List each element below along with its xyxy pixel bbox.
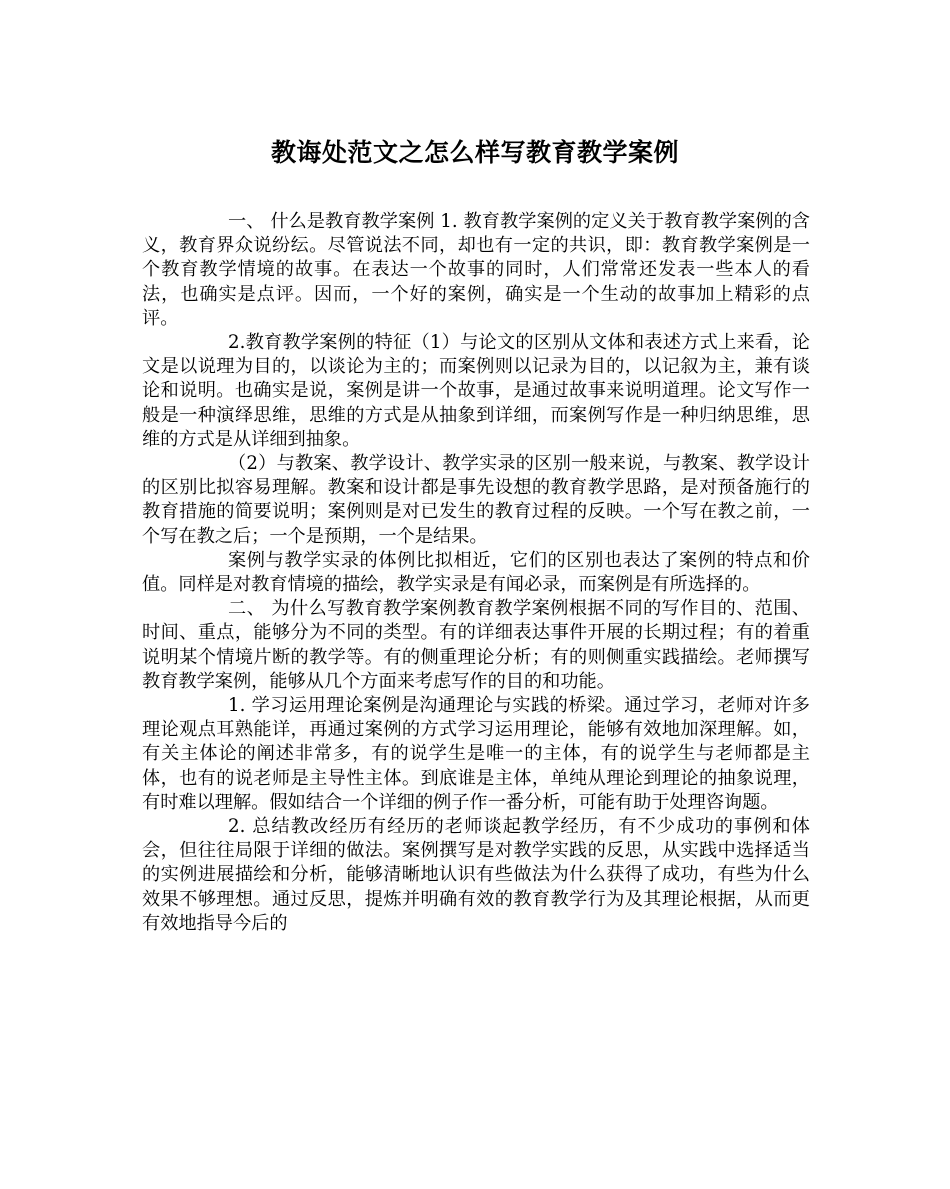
document-title: 教诲处范文之怎么样写教育教学案例 bbox=[270, 138, 679, 167]
document-body bbox=[142, 210, 810, 936]
paragraph: 二、 为什么写教育教学案例教育教学案例根据不同的写作目的、范围、时间、重点，能够分为不同的类型。有的详细表达事件开展的长期过程；有的着重说明某个情境片断的教学等。有的侧重理论分析；有的则侧重实践描绘。老师撰写教育教学案例，能够从几个方面来考虑写作的目的和功能。 bbox=[142, 598, 810, 692]
paragraph: 一、 什么是教育教学案例 1. 教育教学案例的定义关于教育教学案例的含义，教育界众说纷纭。尽管说法不同，却也有一定的共识，即：教育教学案例是一个教育教学情境的故事。在表达一个故事的同时，人们常常还发表一些本人的看法，也确实是点评。因而，一个好的案例，确实是一个生动的故事加上精彩的点评。 bbox=[142, 211, 810, 329]
paragraph: 2.教育教学案例的特征（1）与论文的区别从文体和表述方式上来看，论文是以说理为目的，以谈论为主的；而案例则以记录为目的，以记叙为主，兼有谈论和说明。也确实是说，案例是讲一个故事，是通过故事来说明道理。论文写作一般是一种演绎思维，思维的方式是从抽象到详细，而案例写作是一种归纳思维，思维的方式是从详细到抽象。 bbox=[142, 332, 810, 450]
paragraph: 案例与教学实录的体例比拟相近，它们的区别也表达了案例的特点和价值。同样是对教育情境的描绘，教学实录是有闻必录，而案例是有所选择的。 bbox=[142, 549, 810, 596]
paragraph: （2）与教案、教学设计、教学实录的区别一般来说，与教案、教学设计的区别比拟容易理解。教案和设计都是事先设想的教育教学思路，是对预备施行的教育措施的简要说明；案例则是对已发生的教育过程的反映。一个写在教之前，一个写在教之后；一个是预期，一个是结果。 bbox=[142, 453, 810, 547]
paragraph: 1. 学习运用理论案例是沟通理论与实践的桥梁。通过学习，老师对许多理论观点耳熟能详，再通过案例的方式学习运用理论，能够有效地加深理解。如，有关主体论的阐述非常多，有的说学生是唯一的主体，有的说学生与老师都是主体，也有的说老师是主导性主体。到底谁是主体，单纯从理论到理论的抽象说理，有时难以理解。假如结合一个详细的例子作一番分析，可能有助于处理咨询题。 bbox=[142, 695, 810, 813]
paragraph: 2. 总结教改经历有经历的老师谈起教学经历，有不少成功的事例和体会，但往往局限于详细的做法。案例撰写是对教学实践的反思，从实践中选择适当的实例进展描绘和分析，能够清晰地认识有些做法为什么获得了成功，有些为什么效果不够理想。通过反思，提炼并明确有效的教育教学行为及其理论根据，从而更有效地指导今后的 bbox=[142, 816, 810, 934]
